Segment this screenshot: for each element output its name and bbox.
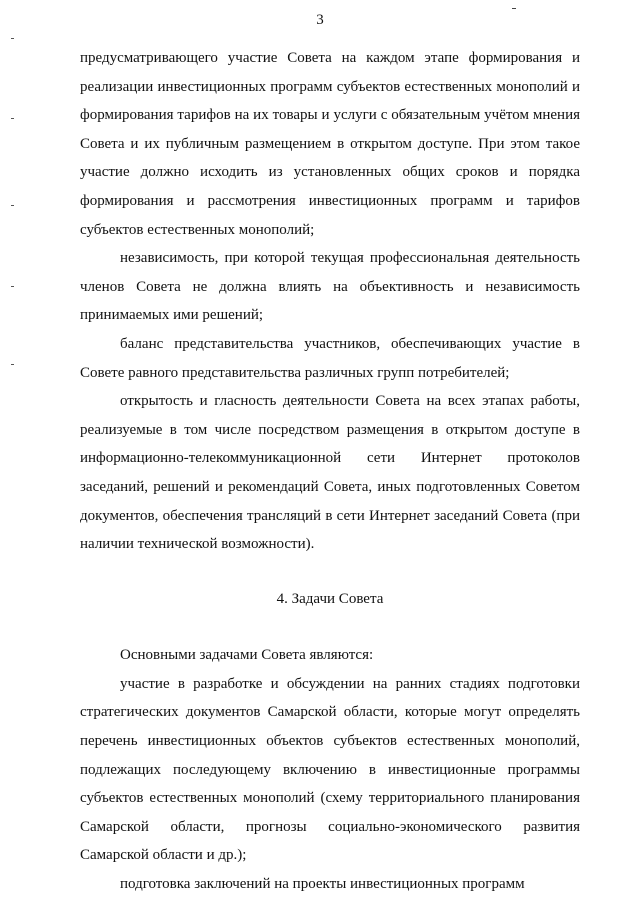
paragraph: предусматривающего участие Совета на каждом этапе формирования и реализации инвестиционных программ субъектов естественных монополий и формирования тарифов на их товары и услуги с обязательным учётом мнения Совета и их публичным размещением в открытом доступе. При этом такое участие должно исходить из установленных общих сроков и порядка формирования и рассмотрения инвестиционных программ и тарифов субъектов естественных монополий; bbox=[80, 50, 580, 238]
scan-mark bbox=[11, 118, 14, 119]
document-body bbox=[80, 44, 580, 899]
scan-mark bbox=[11, 364, 14, 365]
page-number: 3 bbox=[316, 12, 324, 28]
paragraph: Основными задачами Совета являются: bbox=[120, 647, 374, 664]
section-heading: 4. Задачи Совета bbox=[276, 590, 384, 607]
scan-mark bbox=[11, 205, 14, 206]
paragraph: участие в разработке и обсуждении на ранних стадиях подготовки стратегических документов Самарской области, которые могут определять перечень инвестиционных объектов субъектов естественных монополий, подлежащих последующему включению в инвестиционные программы субъектов естественных монополий (схему территориального планирования Самарской области, прогнозы социально-экономического развития Самарской области и др.); bbox=[80, 675, 580, 864]
scan-mark bbox=[11, 38, 14, 39]
paragraph: открытость и гласность деятельности Совета на всех этапах работы, реализуемые в том числе посредством размещения в открытом доступе в информационно-телекоммуникационной сети Интернет протоколов заседаний, решений и рекомендаций Совета, иных подготовленных Советом документов, обеспечения трансляций в сети Интернет заседаний Совета (при наличии технической возможности). bbox=[80, 393, 580, 553]
paragraph: баланс представительства участников, обеспечивающих участие в Совете равного представительства различных групп потребителей; bbox=[80, 335, 580, 381]
scan-mark bbox=[11, 286, 14, 287]
paragraph: независимость, при которой текущая профессиональная деятельность членов Совета не должна влиять на объективность и независимость принимаемых ими решений; bbox=[80, 250, 580, 324]
paragraph: подготовка заключений на проекты инвестиционных программ bbox=[120, 876, 525, 893]
scan-mark bbox=[512, 8, 516, 9]
